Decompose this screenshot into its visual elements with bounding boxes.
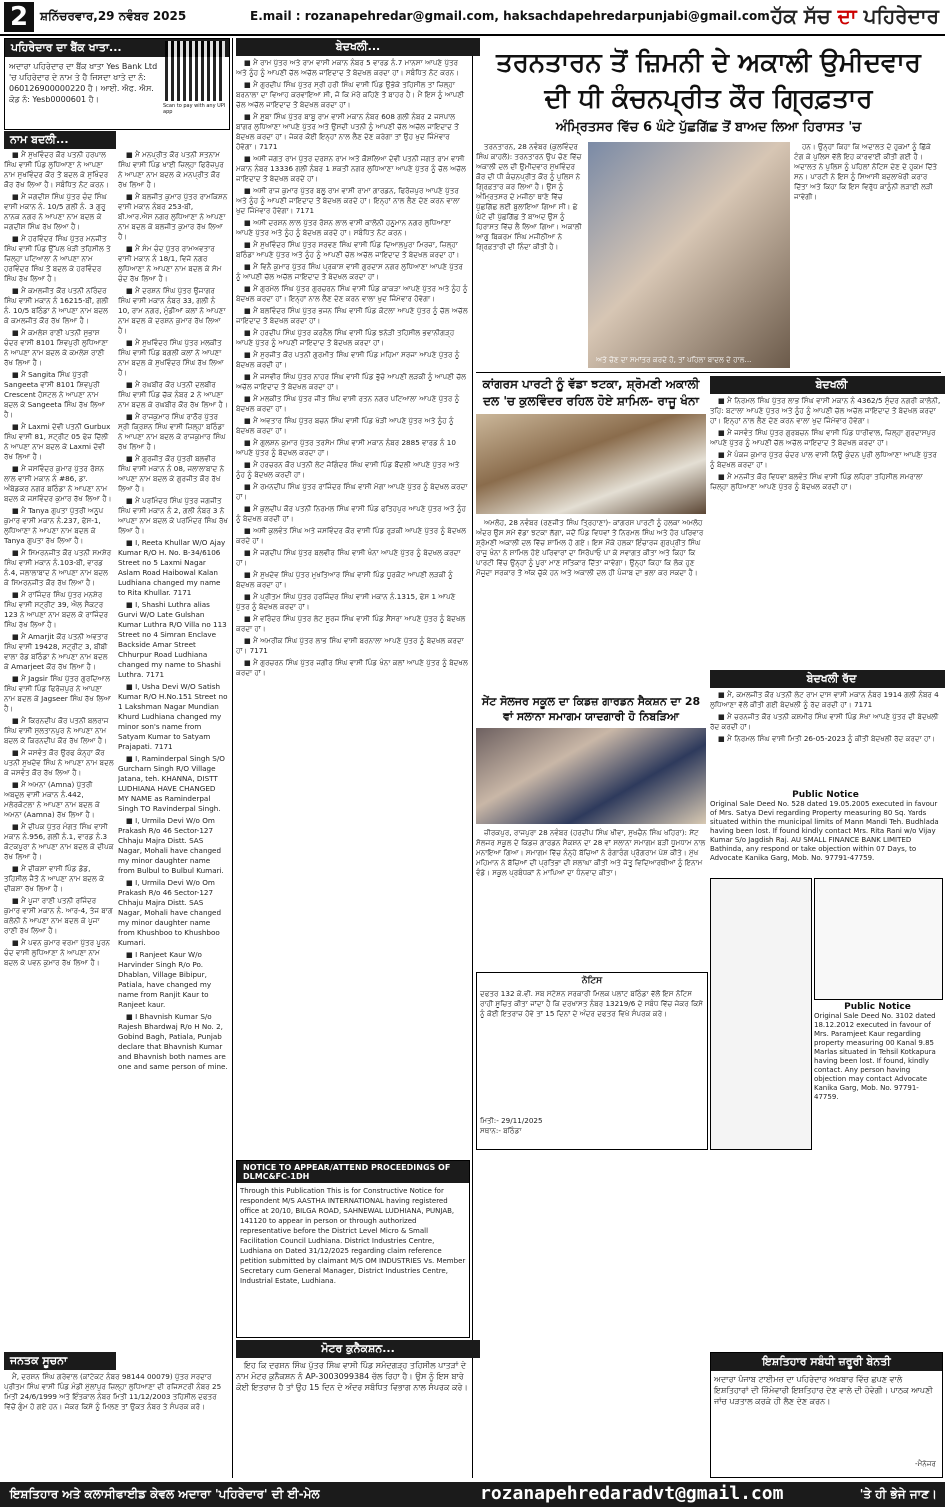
public-info-text: ਮੈਂ, ਦਰਸ਼ਨ ਸਿੰਘ ਗਰੇਵਾਲ (ਕਾਂਟੇਕਟ ਨੰਬਰ 98144 00079) ਪੁੱਤਰ ਸਰਦਾਰ ਪ੍ਰੀਤਮ ਸਿੰਘ ਵਾਸੀ ਪਿੰਡ ਮੰਡੀ ਮੁੱਲਾਂਪੁਰ ਜ਼ਿਲ੍ਹਾ ਲੁਧਿਆਣਾ ਦੀ ਰਜਿਸਟਰੀ ਨੰਬਰ 25 ਮਿਤੀ 24/6/1999 ਅਤੇ ਇੰਤਕਾਲ ਨੰਬਰ ਮਿਤੀ 11/12/2003 ਤਹਿਸੀਲ ਦਫਤਰ ਵਿੱਚੋਂ ਗੁੰਮ ਹੋ ਗਏ ਹਨ। ਜੇਕਰ ਕਿਸੇ ਨੂੰ ਮਿਲਣ ਤਾਂ ਉਕਤ ਨੰਬਰ ਤੇ ਸੰਪਰਕ ਕਰੋ। xyxy=(4,1372,222,1411)
public-notice-1-title: Public Notice xyxy=(792,790,859,800)
motor-connection-text: ਇਹ ਕਿ ਦਰਸ਼ਨ ਸਿੰਘ ਪੁੱਤਰ ਸਿੰਘ ਵਾਸੀ ਪਿੰਡ ਸਮੰਦਗੜ੍ਹ ਤਹਿਸੀਲ ਪਾਤੜਾਂ ਦੇ ਨਾਮ ਮੋਟਰ ਕੁਨੈਕਸ਼ਨ ਨੰ AP-3003099384 ਚੱਲ ਰਿਹਾ ਹੈ। ਉਸ ਨੂੰ ਇਸ ਬਾਰੇ ਕੋਈ ਇਤਰਾਜ਼ ਹੈ ਤਾਂ ਉਹ 15 ਦਿਨ ਦੇ ਅੰਦਰ ਸਬੰਧਿਤ ਵਿਭਾਗ ਨਾਲ ਸੰਪਰਕ ਕਰੇ। xyxy=(236,1361,468,1392)
classified-notice-box xyxy=(814,878,943,1000)
name-change-column-1 xyxy=(4,150,114,1250)
name-change-item: ■ ਮੈਂ ਦਰਸ਼ਨ ਸਿੰਘ ਪੁੱਤਰ ਉਜਾਗਰ ਸਿੰਘ ਵਾਸੀ ਮਕਾਨ ਨੰਬਰ 33, ਗਲੀ ਨੰ 10, ਰਾਮ ਨਗਰ, ਮੁੰਡੀਆਂ ਕਲਾਂ ਨੇ ਆਪਣਾ ਨਾਮ ਬਦਲ ਕੇ ਦਰਸ਼ਨ ਕੁਮਾਰ ਰੱਖ ਲਿਆ ਹੈ। xyxy=(118,286,226,335)
lead-photo-caption: ਅਤੇ ਚੋਣ ਦਾ ਸਮਾਂਤਰ ਕਰਦੇ ਹੋ, ਤਾਂ ਪਹਿਲਾ ਬਾਦਲ ਦੇ ਹਾਲ... xyxy=(596,355,752,364)
eviction-title: ਬੇਦਖਲੀ... xyxy=(236,38,480,56)
page-number: 2 xyxy=(4,2,34,32)
header-email: E.mail : rozanapehredar@gmail.com, haksachdapehredarpunjabi@gmail.com xyxy=(250,9,770,23)
ad-request-sign: -ਮੈਨੇਜਰ xyxy=(915,1459,936,1468)
lead-photo xyxy=(588,142,790,368)
court-notice-text: Through this Publication This is for Constructive Notice for respondent M/S AASTHA INTERNATIONAL having registered office at 20/10, BILGA ROAD, SAHNEWAL LUDHIANA, PUNJAB, 141120 to appear in person or through authorized representative before the District Level Micro & Small Facilitation Council Ludhiana. District Industries Centre, Ludhiana on Dated 31/12/2025 regarding claim reference petition submitted by claimant M/S OM INDUSTRIES Vs. Member Secretary cum General Manager, District Industries Centre, Industrial Estate, Ludhiana. xyxy=(240,1187,466,1285)
name-change-item: ■ ਮੈਂ ਪਵਨ ਕੁਮਾਰ ਵਰਮਾ ਪੁੱਤਰ ਪੂਰਨ ਚੰਦ ਵਾਸੀ ਲੁਧਿਆਣਾ ਨੇ ਆਪਣਾ ਨਾਮ ਬਦਲ ਕੇ ਪਵਨ ਕੁਮਾਰ ਰੱਖ ਲਿਆ ਹੈ। xyxy=(4,938,111,967)
name-change-item: ■ ਮੈਂ ਜਗਦੀਸ਼ ਸਿੰਘ ਪੁੱਤਰ ਚੰਦ ਸਿੰਘ ਵਾਸੀ ਮਕਾਨ ਨੰ. 10/5 ਗਲੀ ਨੰ. 3 ਗੁਰੂ ਨਾਨਕ ਨਗਰ ਨੇ ਆਪਣਾ ਨਾਮ ਬਦਲ ਕੇ ਜਗਦੀਸ਼ ਸਿੰਘ ਰੱਖ ਲਿਆ ਹੈ। xyxy=(4,192,107,231)
eviction-cancel-list xyxy=(710,690,941,786)
eviction-item: ■ ਮੈਂ ਸੁਖਵਿੰਦਰ ਸਿੰਘ ਪੁੱਤਰ ਸਰਵਣ ਸਿੰਘ ਵਾਸੀ ਪਿੰਡ ਦਿਆਲਪੁਰਾ ਮਿਰਜ਼ਾ, ਜ਼ਿਲ੍ਹਾ ਬਠਿੰਡਾ ਆਪਣੇ ਪੁੱਤਰ ਅਤੇ ਨੂੰਹ ਨੂੰ ਆਪਣੀ ਚੱਲ ਅਚੱਲ ਜਾਇਦਾਦ ਤੋਂ ਬੇਦਖਲ ਕਰਦਾ ਹਾਂ। xyxy=(236,240,460,259)
qr-caption: Scan to pay with any UPI app xyxy=(163,103,226,115)
eviction2-title: ਬੇਦਖਲੀ xyxy=(710,376,945,394)
name-change-item: ■ ਮੈਂ ਰਘਬੀਰ ਕੌਰ ਪਤਨੀ ਦਲਬੀਰ ਸਿੰਘ ਵਾਸੀ ਪਿੰਡ ਚੱਕ ਨੰਬਰ 2 ਨੇ ਆਪਣਾ ਨਾਮ ਬਦਲ ਕੇ ਰਘਬੀਰ ਕੌਰ ਰੱਖ ਲਿਆ ਹੈ। xyxy=(118,380,228,409)
lead-headline-2: ਦੀ ਧੀ ਕੰਚਨਪ੍ਰੀਤ ਕੌਰ ਗ੍ਰਿਫ਼ਤਾਰ xyxy=(544,84,873,114)
name-change-item: ■ I, Shashi Luthra alias Gurvi W/O Late Gulshan Kumar Luthra R/O Villa no 113 Street no 4 Simran Enclave Backside Amar Street Chhurpur Road Ludhiana changed my name to Shashi Luthra. 7171 xyxy=(118,600,227,679)
bank-account-text: ਅਦਾਰਾ ਪਹਿਰੇਦਾਰ ਦਾ ਬੈਂਕ ਖਾਤਾ Yes Bank Ltd 'ਚ ਪਹਿਰੇਦਾਰ ਦੇ ਨਾਮ ਤੇ ਹੈ ਜਿਸਦਾ ਖਾਤੇ ਦਾ ਨੰ: 060126900000220 ਹੈ। ਆਈ. ਐਫ. ਐਸ. ਕੋਡ ਨੰ: Yesb0000601 ਹੈ। xyxy=(9,62,158,104)
section-rule xyxy=(476,372,941,373)
name-change-item: ■ ਮੈਂ ਸਿਮਰਨਜੀਤ ਕੌਰ ਪਤਨੀ ਸਮਸ਼ੇਰ ਸਿੰਘ ਵਾਸੀ ਮਕਾਨ ਨੰ.103-ਬੀ, ਵਾਰਡ ਨੰ.4, ਜਲਾਲਾਬਾਦ ਨੇ ਆਪਣਾ ਨਾਮ ਬਦਲ ਕੇ ਸਿਮਰਨਜੀਤ ਕੌਰ ਰੱਖ ਲਿਆ ਹੈ। xyxy=(4,548,112,587)
name-change-column-2 xyxy=(118,150,228,1250)
eviction2-list xyxy=(710,396,941,666)
name-change-item: ■ ਮੈਂ ਅਮਨਾ (Amna) ਪੁੱਤਰੀ ਅਬਦੁਲ ਵਾਸੀ ਮਕਾਨ ਨੰ.442, ਮਲੇਰਕੋਟਲਾ ਨੇ ਆਪਣਾ ਨਾਮ ਬਦਲ ਕੇ ਅਮਨਾ (Aamna) ਰੱਖ ਲਿਆ ਹੈ। xyxy=(4,780,100,819)
name-change-item: ■ ਮੈਂ ਹਰਵਿੰਦਰ ਸਿੰਘ ਪੁੱਤਰ ਮਨਜੀਤ ਸਿੰਘ ਵਾਸੀ ਪਿੰਡ ਉੱਪਲ ਖੇੜੀ ਤਹਿਸੀਲ ਤੇ ਜ਼ਿਲ੍ਹਾ ਪਟਿਆਲਾ ਨੇ ਆਪਣਾ ਨਾਮ ਹਰਵਿੰਦਰ ਸਿੰਘ ਤੋਂ ਬਦਲ ਕੇ ਹਰਵਿੰਦਰ ਸਿੰਘ ਰੱਖ ਲਿਆ ਹੈ। xyxy=(4,234,111,283)
name-change-item: ■ I Ranjeet Kaur W/o Harvinder Singh R/o Po. Dhablan, Village Bibipur, Patiala, have changed my name from Ranjit Kaur to Ranjeet kaur. xyxy=(118,950,212,1009)
name-change-item: ■ ਮੈਂ Amarjit ਕੌਰ ਪਤਨੀ ਅਵਤਾਰ ਸਿੰਘ ਵਾਸੀ 19428, ਸਟ੍ਰੀਟ 3, ਬੀਬੀ ਵਾਲਾ ਰੋਡ ਬਠਿੰਡਾ ਨੇ ਆਪਣਾ ਨਾਮ ਬਦਲ ਕੇ Amarjeet ਕੌਰ ਰੱਖ ਲਿਆ ਹੈ। xyxy=(4,632,109,671)
name-change-item: ■ ਮੈਂ Laxmi ਦੇਵੀ ਪਤਨੀ Gurbux ਸਿੰਘ ਵਾਸੀ 81, ਸਟ੍ਰੀਟ 05 ਫੇਜ਼ ਦਿੱਲੀ ਨੇ ਆਪਣਾ ਨਾਮ ਬਦਲ ਕੇ Laxmi ਦੇਵੀ ਰੱਖ ਲਿਆ ਹੈ। xyxy=(4,422,111,461)
eviction-cancel-item: ■ ਮੈਂ ਨਿਰਮਲ ਸਿੰਘ ਵਾਸੀ ਮਿਤੀ 26-05-2023 ਨੂੰ ਕੀਤੀ ਬੇਦਖਲੀ ਰੱਦ ਕਰਦਾ ਹਾਂ। xyxy=(718,734,936,743)
eviction-item: ■ ਮੈਂ ਪੰਕਜ ਕੁਮਾਰ ਪੁੱਤਰ ਚੰਦਰ ਪਾਲ ਵਾਸੀ ਨਿਊ ਕੁੰਦਨ ਪੁਰੀ ਲੁਧਿਆਣਾ ਆਪਣੇ ਪੁੱਤਰ ਨੂੰ ਬੇਦਖਲ ਕਰਦਾ ਹਾਂ। xyxy=(710,450,937,469)
bank-account-box xyxy=(4,38,230,130)
lead-text-left: ਤਰਨਤਾਰਨ, 28 ਨਵੰਬਰ (ਕੁਲਵਿੰਦਰ ਸਿੰਘ ਕਾਹਲੋਂ): ਤਰਨਤਾਰਨ ਉਪ ਚੋਣ ਵਿੱਚ ਅਕਾਲੀ ਦਲ ਦੀ ਉਮੀਦਵਾਰ ਸੁਖਵਿੰਦਰ ਕੌਰ ਦੀ ਧੀ ਕੰਚਨਪ੍ਰੀਤ ਕੌਰ ਨੂੰ ਪੁਲਿਸ ਨੇ ਗ੍ਰਿਫ਼ਤਾਰ ਕਰ ਲਿਆ ਹੈ। ਉਸ ਨੂੰ ਅੰਮ੍ਰਿਤਸਰ ਦੇ ਮਜੀਠਾ ਥਾਣੇ ਵਿੱਚ ਪੁੱਛਗਿੱਛ ਲਈ ਬੁਲਾਇਆ ਗਿਆ ਸੀ। ਛੇ ਘੰਟੇ ਦੀ ਪੁੱਛਗਿੱਛ ਤੋਂ ਬਾਅਦ ਉਸ ਨੂੰ ਹਿਰਾਸਤ ਵਿੱਚ ਲੈ ਲਿਆ ਗਿਆ। ਅਕਾਲੀ ਆਗੂ ਬਿਕਰਮ ਸਿੰਘ ਮਜੀਠੀਆ ਨੇ ਗ੍ਰਿਫ਼ਤਾਰੀ ਦੀ ਨਿੰਦਾ ਕੀਤੀ ਹੈ। xyxy=(476,142,582,251)
eviction-item: ■ ਮੈਂ ਹਰਚਰਨ ਕੌਰ ਪਤਨੀ ਲੇਟ ਜੋਗਿੰਦਰ ਸਿੰਘ ਵਾਸੀ ਪਿੰਡ ਬੌਂਦਲੀ ਆਪਣੇ ਪੁੱਤਰ ਅਤੇ ਨੂੰਹ ਨੂੰ ਬੇਦਖਲ ਕਰਦੀ ਹਾਂ। xyxy=(236,460,460,479)
name-change-item: ■ I, Urmila Devi W/o Om Prakash R/o 46 Sector-127 Chhaju Majra Distt. SAS Nagar, Mohali have changed my minor daughter name from Khushboo to Khushboo Kumari. xyxy=(118,878,222,947)
issue-date: ਸ਼ਨਿੱਚਰਵਾਰ,29 ਨਵੰਬਰ 2025 xyxy=(40,9,187,23)
eviction-item: ■ ਮੈਂ ਪ੍ਰੀਤਮ ਸਿੰਘ ਪੁੱਤਰ ਹਰਜਿੰਦਰ ਸਿੰਘ ਵਾਸੀ ਮਕਾਨ ਨੰ.1315, ਫੇਸ 1 ਆਪਣੇ ਪੁੱਤਰ ਨੂੰ ਬੇਦਖਲ ਕਰਦਾ ਹਾਂ। xyxy=(236,592,456,611)
eviction-item: ■ ਮੈਂ ਰਮਨਦੀਪ ਸਿੰਘ ਪੁੱਤਰ ਰਾਜਿੰਦਰ ਸਿੰਘ ਵਾਸੀ ਮੋਗਾ ਆਪਣੇ ਪੁੱਤਰ ਨੂੰ ਬੇਦਖਲ ਕਰਦਾ ਹਾਂ। xyxy=(236,482,468,501)
name-change-item: ■ I Bhavnish Kumar S/o Rajesh Bhardwaj R/o H No. 2, Gobind Bagh, Patiala, Punjab declare that Bhavnish Kumar and Bhavnish both names are one and same person of mine. xyxy=(118,1012,228,1071)
eviction-item: ■ ਮੈਂ ਵਿਨੈ ਕੁਮਾਰ ਪੁੱਤਰ ਸਿੰਘ ਪ੍ਰਕਾਸ਼ ਵਾਸੀ ਗੁਰਦਾਸ ਨਗਰ ਲੁਧਿਆਣਾ ਆਪਣੇ ਪੁੱਤਰ ਨੂੰ ਆਪਣੀ ਚੱਲ ਅਚੱਲ ਜਾਇਦਾਦ ਤੋਂ ਬੇਦਖਲ ਕਰਦਾ ਹਾਂ। xyxy=(236,262,463,281)
page-header xyxy=(0,0,945,36)
name-change-item: ■ ਮੈਂ ਮਨਪ੍ਰੀਤ ਕੌਰ ਪਤਨੀ ਸਤਨਾਮ ਸਿੰਘ ਵਾਸੀ ਪਿੰਡ ਖਾਈ ਜ਼ਿਲ੍ਹਾ ਫਿਰੋਜ਼ਪੁਰ ਨੇ ਆਪਣਾ ਨਾਮ ਬਦਲ ਕੇ ਮਨਪ੍ਰੀਤ ਕੌਰ ਰੱਖ ਲਿਆ ਹੈ। xyxy=(118,150,224,189)
name-change-item: ■ ਮੈਂ Jagsir ਸਿੰਘ ਪੁੱਤਰ ਗੁਰਦਿਆਲ ਸਿੰਘ ਵਾਸੀ ਪਿੰਡ ਫਿਰੋਜ਼ਪੁਰ ਨੇ ਆਪਣਾ ਨਾਮ ਬਦਲ ਕੇ Jagseer ਸਿੰਘ ਰੱਖ ਲਿਆ ਹੈ। xyxy=(4,674,112,713)
eviction-item: ■ ਮੈਂ ਕੁਲਦੀਪ ਕੌਰ ਪਤਨੀ ਨਿਰਮਲ ਸਿੰਘ ਵਾਸੀ ਪਿੰਡ ਫਤਿਹਪੁਰ ਆਪਣੇ ਪੁੱਤਰ ਅਤੇ ਨੂੰਹ ਨੂੰ ਬੇਦਖਲ ਕਰਦੀ ਹਾਂ। xyxy=(236,504,467,523)
eviction-cancel-item: ■ ਮੈਂ, ਕਮਲਜੀਤ ਕੌਰ ਪਤਨੀ ਲੇਟ ਰਾਮ ਦਾਸ ਵਾਸੀ ਮਕਾਨ ਨੰਬਰ 1914 ਗਲੀ ਨੰਬਰ 4 ਲੁਧਿਆਣਾ ਵੱਲੋਂ ਕੀਤੀ ਗਈ ਬੇਦਖਲੀ ਨੂੰ ਰੱਦ ਕਰਦੀ ਹਾਂ। 7171 xyxy=(710,690,939,709)
motor-connection-title: ਮੋਟਰ ਕੁਨੈਕਸ਼ਨ... xyxy=(236,1340,480,1358)
eviction-item: ■ ਮੈਂ ਨਿਰਮਲ ਸਿੰਘ ਪੁੱਤਰ ਲਾਭ ਸਿੰਘ ਵਾਸੀ ਮਕਾਨ ਨੰ 4362/5 ਸੁੰਦਰ ਨਗਰੀ ਕਾਲੋਨੀ, ਤਹਿ: ਬਟਾਲਾ ਆਪਣੇ ਪੁੱਤਰ ਅਤੇ ਨੂੰਹ ਨੂੰ ਆਪਣੀ ਚੱਲ ਅਚੱਲ ਜਾਇਦਾਦ ਤੋਂ ਬੇਦਖਲ ਕਰਦਾ ਹਾਂ। ਇਨ੍ਹਾਂ ਨਾਲ ਲੈਣ ਦੇਣ ਕਰਨ ਵਾਲਾ ਖੁਦ ਜਿੰਮੇਵਾਰ ਹੋਵੇਗਾ। xyxy=(710,396,941,425)
name-change-item: ■ ਮੈਂ ਰਾਜਕੁਮਾਰ ਸਿੰਘ ਰਾਠੌਰ ਪੁੱਤਰ ਸ੍ਰੀ ਕ੍ਰਿਸ਼ਨ ਸਿੰਘ ਵਾਸੀ ਜ਼ਿਲ੍ਹਾ ਬਠਿੰਡਾ ਨੇ ਆਪਣਾ ਨਾਮ ਬਦਲ ਕੇ ਰਾਜਕੁਮਾਰ ਸਿੰਘ ਰੱਖ ਲਿਆ ਹੈ। xyxy=(118,412,226,451)
ad-request-box xyxy=(710,1352,943,1478)
eviction-item: ■ ਮੈਂ ਵਰਿੰਦਰ ਸਿੰਘ ਪੁੱਤਰ ਲੇਟ ਸੂਰਜ ਸਿੰਘ ਵਾਸੀ ਪਿੰਡ ਸੈਂਸਰਾ ਆਪਣੇ ਪੁੱਤਰ ਨੂੰ ਬੇਦਖਲ ਕਰਦਾ ਹਾਂ। xyxy=(236,614,466,633)
eviction-item: ■ ਅਸੀਂ ਕੁਲਵੰਤ ਸਿੰਘ ਅਤੇ ਜਸਵਿੰਦਰ ਕੌਰ ਵਾਸੀ ਪਿੰਡ ਰੁੜਕੀ ਆਪਣੇ ਪੁੱਤਰ ਨੂੰ ਬੇਦਖਲ ਕਰਦੇ ਹਾਂ। xyxy=(236,526,467,545)
lead-subheadline: ਅੰਮ੍ਰਿਤਸਰ ਵਿੱਚ 6 ਘੰਟੇ ਪੁੱਛਗਿੱਛ ਤੋਂ ਬਾਅਦ ਲਿਆ ਹਿਰਾਸਤ 'ਚ xyxy=(555,120,862,135)
tender-notice-text: ਦਫਤਰ 132 ਕੇ.ਵੀ. ਸਬ ਸਟੇਸ਼ਨ ਸਰਕਾਰੀ ਮਿਲਕ ਪਲਾਂਟ ਬਠਿੰਡਾ ਵੱਲੋਂ ਇਸ ਨੋਟਿਸ ਰਾਹੀਂ ਸੂਚਿਤ ਕੀਤਾ ਜਾਂਦਾ ਹੈ ਕਿ ਦਰਖਾਸਤ ਨੰਬਰ 13219/6 ਦੇ ਸਬੰਧ ਵਿੱਚ ਜੇਕਰ ਕਿਸੇ ਨੂੰ ਕੋਈ ਇਤਰਾਜ਼ ਹੋਵੇ ਤਾਂ 15 ਦਿਨਾਂ ਦੇ ਅੰਦਰ ਦਫਤਰ ਵਿਖੇ ਸੰਪਰਕ ਕਰੇ। xyxy=(480,989,704,1018)
eviction-item: ■ ਮੈਂ ਸੁਖਦੇਵ ਸਿੰਘ ਪੁੱਤਰ ਮੁਖਤਿਆਰ ਸਿੰਘ ਵਾਸੀ ਪਿੰਡ ਧੂਰਕੋਟ ਆਪਣੀ ਲੜਕੀ ਨੂੰ ਬੇਦਖਲ ਕਰਦਾ ਹਾਂ। xyxy=(236,570,453,589)
congress-text: ਅਮਲੋਹ, 28 ਨਵੰਬਰ (ਰਣਜੀਤ ਸਿੰਘ ਤ੍ਰਿਹਾਣਾ)- ਕਾਂਗਰਸ ਪਾਰਟੀ ਨੂੰ ਹਲਕਾ ਅਮਲੋਹ ਅੰਦਰ ਉਸ ਸਮੇਂ ਵੱਡਾ ਝਟਕਾ ਲੱਗਾ, ਜਦੋਂ ਪਿੰਡ ਵਿਧਵਾਂ ਤੋਂ ਨਿਰਮਲ ਸਿੰਘ ਅਤੇ ਹੋਰ ਪਰਿਵਾਰ ਸ਼੍ਰੋਮਣੀ ਅਕਾਲੀ ਦਲ ਵਿੱਚ ਸ਼ਾਮਿਲ ਹੋ ਗਏ। ਇਸ ਮੌਕੇ ਹਲਕਾ ਇੰਚਾਰਜ ਗੁਰਪ੍ਰੀਤ ਸਿੰਘ ਰਾਜੂ ਖੰਨਾ ਨੇ ਸ਼ਾਮਿਲ ਹੋਏ ਪਰਿਵਾਰਾਂ ਦਾ ਸਿਰੋਪਾਓ ਪਾ ਕੇ ਸਵਾਗਤ ਕੀਤਾ ਅਤੇ ਕਿਹਾ ਕਿ ਪਾਰਟੀ ਵਿੱਚ ਉਨ੍ਹਾਂ ਨੂੰ ਪੂਰਾ ਮਾਣ ਸਤਿਕਾਰ ਦਿੱਤਾ ਜਾਵੇਗਾ। ਉਨ੍ਹਾਂ ਕਿਹਾ ਕਿ ਲੋਕ ਹੁਣ ਮੌਜੂਦਾ ਸਰਕਾਰ ਤੋਂ ਅੱਕ ਚੁੱਕੇ ਹਨ ਅਤੇ ਅਕਾਲੀ ਦਲ ਹੀ ਪੰਜਾਬ ਦਾ ਭਲਾ ਕਰ ਸਕਦਾ ਹੈ। xyxy=(476,518,704,577)
eviction-item: ■ ਮੈਂ ਜਗਦੀਪ ਸਿੰਘ ਪੁੱਤਰ ਬਲਵੀਰ ਸਿੰਘ ਵਾਸੀ ਖੰਨਾ ਆਪਣੇ ਪੁੱਤਰ ਨੂੰ ਬੇਦਖਲ ਕਰਦਾ ਹਾਂ। xyxy=(236,548,461,567)
upi-qr-code[interactable] xyxy=(165,41,225,101)
court-notice-title: NOTICE TO APPEAR/ATTEND PROCEEDINGS OF DLMC&FC-1DH xyxy=(237,1161,469,1183)
court-notice-box xyxy=(236,1160,470,1338)
eviction-item: ■ ਮੈਂ ਮਨਜੀਤ ਕੌਰ ਵਿਧਵਾ ਬਲਵੰਤ ਸਿੰਘ ਵਾਸੀ ਪਿੰਡ ਲਹਿਰਾ ਤਹਿਸੀਲ ਸਮਰਾਲਾ ਜ਼ਿਲ੍ਹਾ ਲੁਧਿਆਣਾ ਆਪਣੇ ਪੁੱਤਰ ਨੂੰ ਬੇਦਖਲ ਕਰਦੀ ਹਾਂ। xyxy=(710,472,923,491)
masthead-logo: ਹੱਕ ਸੱਚ ਦਾ ਪਹਿਰੇਦਾਰ xyxy=(771,4,939,28)
column-rule xyxy=(232,38,233,1478)
tender-date: ਮਿਤੀ:- 29/11/2025 xyxy=(480,1116,543,1125)
name-change-item: ■ I, Reeta Khullar W/O Ajay Kumar R/O H. No. B-34/6106 Street no 5 Laxmi Nagar Aslam Road Haibowal Kalan Ludhiana changed my name to Rita Khullar. 7171 xyxy=(118,538,226,597)
ad-request-text: ਅਦਾਰਾ ਪੰਜਾਬ ਟਾਈਮਜ਼ ਦਾ ਪਹਿਰੇਦਾਰ ਅਖਬਾਰ ਵਿੱਚ ਛਪਣ ਵਾਲੇ ਇਸ਼ਤਿਹਾਰਾਂ ਦੀ ਜ਼ਿੰਮੇਵਾਰੀ ਇਸ਼ਤਿਹਾਰ ਦੇਣ ਵਾਲੇ ਦੀ ਹੋਵੇਗੀ। ਪਾਠਕ ਆਪਣੀ ਜਾਂਚ ਪੜਤਾਲ ਕਰਕੇ ਹੀ ਲੈਣ ਦੇਣ ਕਰਨ। xyxy=(714,1375,933,1406)
tender-notice-box xyxy=(476,972,708,1150)
ad-request-title: ਇਸ਼ਤਿਹਾਰ ਸਬੰਧੀ ਜ਼ਰੂਰੀ ਬੇਨਤੀ xyxy=(711,1353,942,1371)
tender-notice-title: ਨੋਟਿਸ xyxy=(581,976,603,986)
eviction-item: ■ ਮੈਂ ਜਸਵੰਤ ਸਿੰਘ ਪੁੱਤਰ ਗੁਰਬਚਨ ਸਿੰਘ ਵਾਸੀ ਪਿੰਡ ਧਾਰੀਵਾਲ, ਜ਼ਿਲ੍ਹਾ ਗੁਰਦਾਸਪੁਰ ਆਪਣੇ ਪੁੱਤਰ ਨੂੰ ਆਪਣੀ ਚੱਲ ਅਚੱਲ ਜਾਇਦਾਦ ਤੋਂ ਬੇਦਖਲ ਕਰਦਾ ਹਾਂ। xyxy=(710,428,936,447)
name-change-item: ■ I, Raminderpal Singh S/O Gurcharn Singh R/O Village Jatana, teh. KHANNA, DISTT LUDHIANA HAVE CHANGED MY NAME as Raminderpal Singh TO Ravinderpal Singh. xyxy=(118,754,225,813)
page-footer xyxy=(0,1482,945,1507)
eviction-item: ■ ਮੈਂ ਸੁਰਜੀਤ ਕੌਰ ਪਤਨੀ ਗੁਰਮੀਤ ਸਿੰਘ ਵਾਸੀ ਪਿੰਡ ਮਹਿਮਾ ਸਰਜਾ ਆਪਣੇ ਪੁੱਤਰ ਨੂੰ ਬੇਦਖਲ ਕਰਦੀ ਹਾਂ। xyxy=(236,350,460,369)
name-change-item: ■ ਮੈਂ ਬਲਜੀਤ ਕੁਮਾਰ ਪੁੱਤਰ ਰਾਮਕਿਸ਼ਨ ਵਾਸੀ ਮਕਾਨ ਨੰਬਰ 253-ਬੀ, ਬੀ.ਆਰ.ਐਸ ਨਗਰ ਲੁਧਿਆਣਾ ਨੇ ਆਪਣਾ ਨਾਮ ਬਦਲ ਕੇ ਬਲਜੀਤ ਕੁਮਾਰ ਰੱਖ ਲਿਆ ਹੈ। xyxy=(118,192,228,241)
eviction-list xyxy=(236,58,468,1156)
name-change-item: ■ ਮੈਂ ਪੂਜਾ ਰਾਣੀ ਪਤਨੀ ਰਜਿੰਦਰ ਕੁਮਾਰ ਵਾਸੀ ਮਕਾਨ ਨੰ. ਆਰ-4, ਤੇਜ ਬਾਗ ਕਲੋਨੀ ਨੇ ਆਪਣਾ ਨਾਮ ਬਦਲ ਕੇ ਪੂਜਾ ਰਾਣੀ ਰੱਖ ਲਿਆ ਹੈ। xyxy=(4,896,113,935)
eviction-item: ■ ਮੈਂ ਬਲਵਿੰਦਰ ਸਿੰਘ ਪੁੱਤਰ ਭਜਨ ਸਿੰਘ ਵਾਸੀ ਪਿੰਡ ਕੋਟਲਾ ਆਪਣੇ ਪੁੱਤਰ ਨੂੰ ਚੱਲ ਅਚੱਲ ਜਾਇਦਾਦ ਤੋਂ ਬੇਦਖਲ ਕਰਦਾ ਹਾਂ। xyxy=(236,306,468,325)
name-change-item: ■ I, Urmila Devi W/o Om Prakash R/o 46 Sector-127 Chhaju Majra Distt. SAS Nagar, Mohali have changed my minor daughter name from Bulbul to Bulbul Kumari. xyxy=(118,816,224,875)
public-info-title: ਜਨਤਕ ਸੂਚਨਾ xyxy=(4,1352,116,1370)
name-change-item: ■ ਮੈਂ ਪਰਮਿੰਦਰ ਸਿੰਘ ਪੁੱਤਰ ਜਗਜੀਤ ਸਿੰਘ ਵਾਸੀ ਮਕਾਨ ਨੰ 2, ਗਲੀ ਨੰਬਰ 3 ਨੇ ਆਪਣਾ ਨਾਮ ਬਦਲ ਕੇ ਪਰਮਿੰਦਰ ਸਿੰਘ ਰੱਖ ਲਿਆ ਹੈ। xyxy=(118,496,228,535)
eviction-item: ■ ਮੈਂ ਜਸਵੀਰ ਸਿੰਘ ਪੁੱਤਰ ਨਾਹਰ ਸਿੰਘ ਵਾਸੀ ਪਿੰਡ ਭੁੱਚੋ ਆਪਣੀ ਲੜਕੀ ਨੂੰ ਆਪਣੀ ਚੱਲ ਅਚੱਲ ਜਾਇਦਾਦ ਤੋਂ ਬੇਦਖਲ ਕਰਦਾ ਹਾਂ। xyxy=(236,372,467,391)
public-notice-continued xyxy=(710,1152,941,1348)
eviction-item: ■ ਮੈਂ ਹਰਦੀਪ ਸਿੰਘ ਪੁੱਤਰ ਕਰਨੈਲ ਸਿੰਘ ਵਾਸੀ ਪਿੰਡ ਝਨੇੜੀ ਤਹਿਸੀਲ ਭਵਾਨੀਗੜ੍ਹ ਆਪਣੇ ਪੁੱਤਰ ਨੂੰ ਆਪਣੀ ਜਾਇਦਾਦ ਤੋਂ ਬੇਦਖਲ ਕਰਦਾ ਹਾਂ। xyxy=(236,328,455,347)
tender-place: ਸਥਾਨ:- ਬਠਿੰਡਾ xyxy=(480,1126,522,1135)
name-change-item: ■ ਮੈਂ ਜਸਵੰਤ ਕੌਰ ਉਰਫ ਕੰਨ੍ਹਾ ਕੌਰ ਪਤਨੀ ਸੁਖਦੇਵ ਸਿੰਘ ਨੇ ਆਪਣਾ ਨਾਮ ਬਦਲ ਕੇ ਜਸਵੰਤ ਕੌਰ ਰੱਖ ਲਿਆ ਹੈ। xyxy=(4,748,114,777)
name-change-item: ■ ਮੈਂ ਗੁਰਜੀਤ ਕੌਰ ਪੁੱਤਰੀ ਬਲਵੀਰ ਸਿੰਘ ਵਾਸੀ ਮਕਾਨ ਨੰ 08, ਜਲਾਲਾਬਾਦ ਨੇ ਆਪਣਾ ਨਾਮ ਬਦਲ ਕੇ ਗੁਰਜੀਤ ਕੌਰ ਰੱਖ ਲਿਆ ਹੈ। xyxy=(118,454,225,493)
eviction-item: ■ ਅਸੀਂ ਰਾਜ ਕੁਮਾਰ ਪੁੱਤਰ ਬਲੂ ਰਾਮ ਵਾਸੀ ਰਾਮਾ ਗਾਰਡਨ, ਫਿਰੋਜ਼ਪੁਰ ਆਪਣੇ ਪੁੱਤਰ ਅਤੇ ਨੂੰਹ ਨੂੰ ਆਪਣੀ ਜਾਇਦਾਦ ਤੋਂ ਬੇਦਖਲ ਕਰਦੇ ਹਾਂ। ਇਨ੍ਹਾਂ ਨਾਲ ਲੈਣ ਦੇਣ ਕਰਨ ਵਾਲਾ ਖੁਦ ਜਿੰਮੇਵਾਰ ਹੋਵੇਗਾ। 7171 xyxy=(236,186,460,215)
eviction-item: ■ ਮੈਂ ਅਵਤਾਰ ਸਿੰਘ ਪੁੱਤਰ ਬਚਨ ਸਿੰਘ ਵਾਸੀ ਪਿੰਡ ਖੇੜੀ ਆਪਣੇ ਪੁੱਤਰ ਅਤੇ ਨੂੰਹ ਨੂੰ ਬੇਦਖਲ ਕਰਦਾ ਹਾਂ। xyxy=(236,416,454,435)
school-text: ਜ਼ੀਰਕਪੁਰ, ਰਾਜਪੁਰਾ 28 ਨਵੰਬਰ (ਹਰਦੀਪ ਸਿੰਘ ਖੀਵਾ, ਸੁਖਚੈਨ ਸਿੰਘ ਖਹਿਰਾ): ਸੇਂਟ ਸੋਲਜਰ ਸਕੂਲ ਦੇ ਕਿਡਜ਼ ਗਾਰਡਨ ਸੈਕਸ਼ਨ ਦਾ 28 ਵਾਂ ਸਲਾਨਾ ਸਮਾਗਮ ਬੜੀ ਧੂਮਧਾਮ ਨਾਲ ਮਨਾਇਆ ਗਿਆ। ਸਮਾਗਮ ਵਿੱਚ ਨੰਨ੍ਹੇ ਬੱਚਿਆਂ ਨੇ ਰੰਗਾਰੰਗ ਪ੍ਰੋਗਰਾਮ ਪੇਸ਼ ਕੀਤੇ। ਮੁੱਖ ਮਹਿਮਾਨ ਨੇ ਬੱਚਿਆਂ ਦੀ ਪ੍ਰਤਿਭਾ ਦੀ ਸ਼ਲਾਘਾ ਕੀਤੀ ਅਤੇ ਜੇਤੂ ਵਿਦਿਆਰਥੀਆਂ ਨੂੰ ਇਨਾਮ ਵੰਡੇ। ਸਕੂਲ ਪ੍ਰਬੰਧਕਾਂ ਨੇ ਮਾਪਿਆਂ ਦਾ ਧੰਨਵਾਦ ਕੀਤਾ। xyxy=(476,828,706,877)
eviction-item: ■ ਅਸੀਂ ਦਰਸ਼ਨ ਲਾਲ ਪੁੱਤਰ ਰੋਸ਼ਨ ਲਾਲ ਵਾਸੀ ਕਾਲੋਨੀ ਹਨੂਮਾਨ ਨਗਰ ਲੁਧਿਆਣਾ ਆਪਣੇ ਪੁੱਤਰ ਅਤੇ ਨੂੰਹ ਨੂੰ ਬੇਦਖਲ ਕਰਦੇ ਹਾਂ। ਸਬੰਧਿਤ ਨੋਟ ਕਰਨ। xyxy=(236,218,451,237)
name-change-item: ■ ਮੈਂ Sangita ਸਿੰਘ ਪੁੱਤਰੀ Sangeeta ਵਾਸੀ 8101 ਸ਼ਿਵਪੁਰੀ Crescent ਹੋਸਟਲ ਨੇ ਆਪਣਾ ਨਾਮ ਬਦਲ ਕੇ Sangeeta ਸਿੰਘ ਰੱਖ ਲਿਆ ਹੈ। xyxy=(4,370,106,419)
eviction-item: ■ ਅਸੀਂ ਜਗਤ ਰਾਮ ਪੁੱਤਰ ਦਰਸ਼ਨ ਰਾਮ ਅਤੇ ਕੌਸ਼ਲਿਆ ਦੇਵੀ ਪਤਨੀ ਜਗਤ ਰਾਮ ਵਾਸੀ ਮਕਾਨ ਨੰਬਰ 13336 ਗਲੀ ਨੰਬਰ 1 ਸ਼ਕਤੀ ਨਗਰ ਲੁਧਿਆਣਾ ਆਪਣੇ ਪੁੱਤਰ ਨੂੰ ਚੱਲ ਅਚੱਲ ਜਾਇਦਾਦ ਤੋਂ ਬੇਦਖਲ ਕਰਦੇ ਹਾਂ। xyxy=(236,154,466,183)
name-change-item: ■ ਮੈਂ ਸੁਖਵਿੰਦਰ ਸਿੰਘ ਪੁੱਤਰ ਮਲਕੀਤ ਸਿੰਘ ਵਾਸੀ ਪਿੰਡ ਬਗਲੀ ਕਲਾਂ ਨੇ ਆਪਣਾ ਨਾਮ ਬਦਲ ਕੇ ਸੁਖਵਿੰਦਰ ਸਿੰਘ ਰੱਖ ਲਿਆ ਹੈ। xyxy=(118,338,224,377)
classified-notice-box xyxy=(710,878,812,1150)
public-notice-2 xyxy=(814,1002,941,1148)
school-photo xyxy=(476,728,706,824)
eviction-item: ■ ਮੈਂ ਗੁਰਮੇਲ ਸਿੰਘ ਪੁੱਤਰ ਗੁਰਚਰਨ ਸਿੰਘ ਵਾਸੀ ਪਿੰਡ ਕਾਕੜਾ ਆਪਣੇ ਪੁੱਤਰ ਅਤੇ ਨੂੰਹ ਨੂੰ ਬੇਦਖਲ ਕਰਦਾ ਹਾਂ। ਇਨ੍ਹਾਂ ਨਾਲ ਲੈਣ ਦੇਣ ਕਰਨ ਵਾਲਾ ਖੁਦ ਜਿੰਮੇਵਾਰ ਹੋਵੇਗਾ। xyxy=(236,284,468,303)
congress-photo xyxy=(476,414,706,514)
public-notice-2-text: Original Sale Deed No. 3102 dated 18.12.2012 executed in favour of Mrs. Paramjeet Kaur regarding property measuring 00 Kanal 9.85 Marlas situated in Tehsil Kotkapura having been lost. If found, kindly contact. Any person having objection may contact Advocate Kanika Garg, Mob. No. 97791-47759. xyxy=(814,1012,936,1101)
name-change-item: ■ ਮੈਂ ਦੀਕਸ਼ਾ ਵਾਸੀ ਪਿੰਡ ਡੋਡ, ਤਹਿਸੀਲ ਜੈਤੋ ਨੇ ਆਪਣਾ ਨਾਮ ਬਦਲ ਕੇ ਦੀਕਸ਼ਾ ਰੱਖ ਲਿਆ ਹੈ। xyxy=(4,864,105,893)
eviction-cancel-title: ਬੇਦਖਲੀ ਰੱਦ xyxy=(710,670,945,688)
footer-tail: 'ਤੇ ਹੀ ਭੇਜੇ ਜਾਣ। xyxy=(859,1487,937,1501)
footer-email[interactable]: rozanapehredaradvt@gmail.com xyxy=(480,1483,784,1504)
eviction-cancel-item: ■ ਮੈਂ ਚਰਨਜੀਤ ਕੌਰ ਪਤਨੀ ਕਸ਼ਮੀਰ ਸਿੰਘ ਵਾਸੀ ਪਿੰਡ ਸੇਖਾ ਆਪਣੇ ਪੁੱਤਰ ਦੀ ਬੇਦਖਲੀ ਰੱਦ ਕਰਦੀ ਹਾਂ। xyxy=(710,712,939,731)
column-rule xyxy=(472,38,473,1478)
eviction-item: ■ ਮੈਂ ਗੁਰਦੀਪ ਸਿੰਘ ਪੁੱਤਰ ਸ੍ਰੀ ਹਰੀ ਸਿੰਘ ਵਾਸੀ ਪਿੰਡ ਉਭੇਕੇ ਤਹਿਸੀਲ ਤਾਂ ਜ਼ਿਲ੍ਹਾ ਬਰਨਾਲਾ ਦਾ ਵਿਆਹ ਕਰਵਾਇਆ ਸੀ, ਜੋ ਕਿ ਮੇਰੇ ਕਹਿਣੇ ਤੋਂ ਬਾਹਰ ਹੈ। ਮੈਂ ਇਸ ਨੂੰ ਆਪਣੀ ਚੱਲ ਅਚੱਲ ਜਾਇਦਾਦ ਤੋਂ ਬੇਦਖਲ ਕਰਦਾ ਹਾਂ। xyxy=(236,80,465,109)
lead-text-right: ਹਨ। ਉਨ੍ਹਾਂ ਕਿਹਾ ਕਿ ਅਦਾਲਤ ਦੇ ਹੁਕਮਾਂ ਨੂੰ ਛਿੱਕੇ ਟੰਗ ਕੇ ਪੁਲਿਸ ਵੱਲੋਂ ਇਹ ਕਾਰਵਾਈ ਕੀਤੀ ਗਈ ਹੈ। ਅਦਾਲਤ ਨੇ ਪੁਲਿਸ ਨੂੰ ਪਹਿਲਾਂ ਨੋਟਿਸ ਦੇਣ ਦੇ ਹੁਕਮ ਦਿੱਤੇ ਸਨ। ਪਾਰਟੀ ਨੇ ਇਸ ਨੂੰ ਸਿਆਸੀ ਬਦਲਾਖੋਰੀ ਕਰਾਰ ਦਿੱਤਾ ਅਤੇ ਕਿਹਾ ਕਿ ਇਸ ਵਿਰੁੱਧ ਕਾਨੂੰਨੀ ਲੜਾਈ ਲੜੀ ਜਾਵੇਗੀ। xyxy=(794,142,938,201)
public-notice-2-title: Public Notice xyxy=(844,1002,911,1012)
name-change-item: ■ ਮੈਂ ਕਿਰਨਦੀਪ ਕੌਰ ਪਤਨੀ ਬਲਰਾਜ ਸਿੰਘ ਵਾਸੀ ਸੁਲਤਾਨਪੁਰ ਨੇ ਆਪਣਾ ਨਾਮ ਬਦਲ ਕੇ ਕਿਰਨਦੀਪ ਕੌਰ ਰੱਖ ਲਿਆ ਹੈ। xyxy=(4,716,109,745)
name-change-item: ■ ਮੈਂ Tanya ਗੁਪਤਾ ਪੁੱਤਰੀ ਅਨੂਪ ਕੁਮਾਰ ਵਾਸੀ ਮਕਾਨ ਨੰ.237, ਫੇਸ-1, ਲੁਧਿਆਣਾ ਨੇ ਆਪਣਾ ਨਾਮ ਬਦਲ ਕੇ Tanya ਗੁਪਤਾ ਰੱਖ ਲਿਆ ਹੈ। xyxy=(4,506,104,545)
name-change-item: ■ ਮੈਂ ਕਮਲਜੀਤ ਕੌਰ ਪਤਨੀ ਨਰਿੰਦਰ ਸਿੰਘ ਵਾਸੀ ਮਕਾਨ ਨੰ 16215-ਬੀ, ਗਲੀ ਨੰ. 10/5 ਬਠਿੰਡਾ ਨੇ ਆਪਣਾ ਨਾਮ ਬਦਲ ਕੇ ਕਮਲਜੀਤ ਕੌਰ ਰੱਖ ਲਿਆ ਹੈ। xyxy=(4,286,109,325)
eviction-item: ■ ਮੈਂ ਮਲਕੀਤ ਸਿੰਘ ਪੁੱਤਰ ਜੀਤ ਸਿੰਘ ਵਾਸੀ ਰਤਨ ਨਗਰ ਪਟਿਆਲਾ ਆਪਣੇ ਪੁੱਤਰ ਨੂੰ ਬੇਦਖਲ ਕਰਦਾ ਹਾਂ। xyxy=(236,394,460,413)
name-change-title: ਨਾਮ ਬਦਲੀ... xyxy=(4,131,116,149)
name-change-item: ■ ਮੈਂ ਸੁਖਵਿੰਦਰ ਕੌਰ ਪਤਨੀ ਹਰਪਾਲ ਸਿੰਘ ਵਾਸੀ ਪਿੰਡ ਲੁਧਿਆਣਾ ਨੇ ਆਪਣਾ ਨਾਮ ਸੁਖਵਿੰਦਰ ਕੌਰ ਤੋਂ ਬਦਲ ਕੇ ਸੁਖਿੰਦਰ ਕੌਰ ਰੱਖ ਲਿਆ ਹੈ। ਸਬੰਧਿਤ ਨੋਟ ਕਰਨ। xyxy=(4,150,109,189)
name-change-item: ■ I, Usha Devi W/O Satish Kumar R/O H.No.151 Street no 1 Lakshman Nagar Mundian Khurd Ludhiana changed my minor son's name from Satyam Kumar to Satyam Prajapati. 7171 xyxy=(118,682,228,751)
eviction-item: ■ ਮੈਂ ਗੁਲਸ਼ਨ ਕੁਮਾਰ ਪੁੱਤਰ ਤਰਸੇਮ ਸਿੰਘ ਵਾਸੀ ਮਕਾਨ ਨੰਬਰ 2885 ਵਾਰਡ ਨੰ 10 ਆਪਣੇ ਪੁੱਤਰ ਨੂੰ ਬੇਦਖਲ ਕਰਦਾ ਹਾਂ। xyxy=(236,438,456,457)
eviction-item: ■ ਮੈਂ ਰਾਮ ਪੁੱਤਰ ਅਤੇ ਰਾਮ ਵਾਸੀ ਮਕਾਨ ਨੰਬਰ 5 ਵਾਰਡ ਨੰ.7 ਮਾਨਸਾ ਆਪਣੇ ਪੁੱਤਰ ਅਤੇ ਨੂੰਹ ਨੂੰ ਆਪਣੀ ਚੱਲ ਅਚੱਲ ਜਾਇਦਾਦ ਤੋਂ ਬੇਦਖਲ ਕਰਦਾ ਹਾਂ। ਸਬੰਧਿਤ ਨੋਟ ਕਰਨ। xyxy=(236,58,459,77)
public-notice-1-text: Original Sale Deed No. 528 dated 19.05.2005 executed in favour of Mrs. Satya Devi regarding Property measuring 80 Sq. Yards situated within the municipal limits of Mann Mandi Teh. Budhlada having been lost. If found kindly contact Mrs. Rita Rani w/o Vijay Kumar S/o Jagdish Raj. AU SMALL FINANCE BANK LIMITED Bathinda, any respond or take objection within 07 Days, to Advocate Kanika Garg, Mob. No. 97791-47759. xyxy=(710,800,939,862)
name-change-item: ■ ਮੈਂ ਦੀਪਕ ਪੁੱਤਰ ਮੰਗਤ ਸਿੰਘ ਵਾਸੀ ਮਕਾਨ ਨੰ.956, ਗਲੀ ਨੰ.1, ਵਾਰਡ ਨੰ.3 ਕੋਟਕਪੂਰਾ ਨੇ ਆਪਣਾ ਨਾਮ ਬਦਲ ਕੇ ਦੀਪਕ ਰੱਖ ਲਿਆ ਹੈ। xyxy=(4,822,114,861)
name-change-item: ■ ਮੈਂ ਜਸਵਿੰਦਰ ਕੁਮਾਰ ਪੁੱਤਰ ਰੋਸ਼ਨ ਲਾਲ ਵਾਸੀ ਮਕਾਨ ਨੰ #86, ਡਾ. ਅੰਬੇਡਕਰ ਨਗਰ ਬਠਿੰਡਾ ਨੇ ਆਪਣਾ ਨਾਮ ਬਦਲ ਕੇ ਜਸਵਿੰਦਰ ਕੁਮਾਰ ਰੱਖ ਲਿਆ ਹੈ। xyxy=(4,464,112,503)
lead-headline-1: ਤਰਨਤਾਰਨ ਤੋਂ ਜ਼ਿਮਨੀ ਦੇ ਅਕਾਲੀ ਉਮੀਦਵਾਰ xyxy=(496,48,921,78)
footer-text: ਇਸ਼ਤਿਹਾਰ ਅਤੇ ਕਲਾਸੀਫਾਈਡ ਕੇਵਲ ਅਦਾਰਾ 'ਪਹਿਰੇਦਾਰ' ਦੀ ਈ-ਮੇਲ xyxy=(10,1487,320,1501)
bank-account-title: ਪਹਿਰੇਦਾਰ ਦਾ ਬੈਂਕ ਖਾਤਾ... xyxy=(5,39,229,57)
eviction-item: ■ ਮੈਂ ਅਮਰੀਕ ਸਿੰਘ ਪੁੱਤਰ ਲਾਭ ਸਿੰਘ ਵਾਸੀ ਬਰਨਾਲਾ ਆਪਣੇ ਪੁੱਤਰ ਨੂੰ ਬੇਦਖਲ ਕਰਦਾ ਹਾਂ। 7171 xyxy=(236,636,464,655)
eviction-item: ■ ਮੈਂ ਗੁਰਚਰਨ ਸਿੰਘ ਪੁੱਤਰ ਜਗੀਰ ਸਿੰਘ ਵਾਸੀ ਪਿੰਡ ਖੰਨਾ ਕਲਾਂ ਆਪਣੇ ਪੁੱਤਰ ਨੂੰ ਬੇਦਖਲ ਕਰਦਾ ਹਾਂ। xyxy=(236,658,468,677)
name-change-item: ■ ਮੈਂ ਰਾਜਿੰਦਰ ਸਿੰਘ ਪੁੱਤਰ ਮਨਸ਼ੇਰ ਸਿੰਘ ਵਾਸੀ ਸਟ੍ਰੀਟ 39, ਐਲ ਸੈਕਟਰ 123 ਨੇ ਆਪਣਾ ਨਾਮ ਬਦਲ ਕੇ ਰਾਜਿੰਦਰ ਸਿੰਘ ਰੱਖ ਲਿਆ ਹੈ। xyxy=(4,590,109,629)
public-notice-1 xyxy=(710,790,941,874)
congress-headline: ਕਾਂਗਰਸ ਪਾਰਟੀ ਨੂੰ ਵੱਡਾ ਝਟਕਾ, ਸ਼੍ਰੋਮਣੀ ਅਕਾਲੀ ਦਲ 'ਚ ਕੁਲਵਿੰਦਰ ਰਹਿਲ ਹੋਏ ਸ਼ਾਮਿਲ- ਰਾਜੂ ਖੰਨਾ xyxy=(482,377,700,408)
school-headline: ਸੇਂਟ ਸੋਲਜਰ ਸਕੂਲ ਦਾ ਕਿਡਜ਼ ਗਾਰਡਨ ਸੈਕਸ਼ਨ ਦਾ 28 ਵਾਂ ਸਲਾਨਾ ਸਮਾਗਮ ਯਾਦਗਾਰੀ ਹੋ ਨਿਬੜਿਆ xyxy=(481,695,701,723)
eviction-item: ■ ਮੈਂ ਸੂਬਾ ਸਿੰਘ ਪੁੱਤਰ ਬਾਬੂ ਰਾਮ ਵਾਸੀ ਮਕਾਨ ਨੰਬਰ 608 ਗਲੀ ਨੰਬਰ 2 ਜਸਪਾਲ ਬਾਂਗਰ ਲੁਧਿਆਣਾ ਆਪਣੇ ਪੁੱਤਰ ਅਤੇ ਉਸਦੀ ਪਤਨੀ ਨੂੰ ਆਪਣੀ ਚੱਲ ਅਚੱਲ ਜਾਇਦਾਦ ਤੋਂ ਬੇਦਖਲ ਕਰਦਾ ਹਾਂ। ਜੇਕਰ ਕੋਈ ਇਨ੍ਹਾਂ ਨਾਲ ਲੈਣ ਦੇਣ ਕਰੇਗਾ ਤਾਂ ਉਹ ਖੁਦ ਜਿੰਮੇਵਾਰ ਹੋਵੇਗਾ। 7171 xyxy=(236,112,459,151)
name-change-item: ■ ਮੈਂ ਕਮਲੇਸ਼ ਰਾਣੀ ਪਤਨੀ ਸੁਭਾਸ਼ ਚੰਦਰ ਵਾਸੀ 8101 ਸ਼ਿਵਪੁਰੀ ਲੁਧਿਆਣਾ ਨੇ ਆਪਣਾ ਨਾਮ ਬਦਲ ਕੇ ਕਮਲੇਸ਼ ਰਾਣੀ ਰੱਖ ਲਿਆ ਹੈ। xyxy=(4,328,109,367)
name-change-item: ■ ਮੈਂ ਸੰਮ ਚੰਦ ਪੁੱਤਰ ਰਾਮਅਵਤਾਰ ਵਾਸੀ ਮਕਾਨ ਨੰ 18/1, ਵਿਜੇ ਨਗਰ ਲੁਧਿਆਣਾ ਨੇ ਆਪਣਾ ਨਾਮ ਬਦਲ ਕੇ ਸੋਮ ਚੰਦ ਰੱਖ ਲਿਆ ਹੈ। xyxy=(118,244,222,283)
